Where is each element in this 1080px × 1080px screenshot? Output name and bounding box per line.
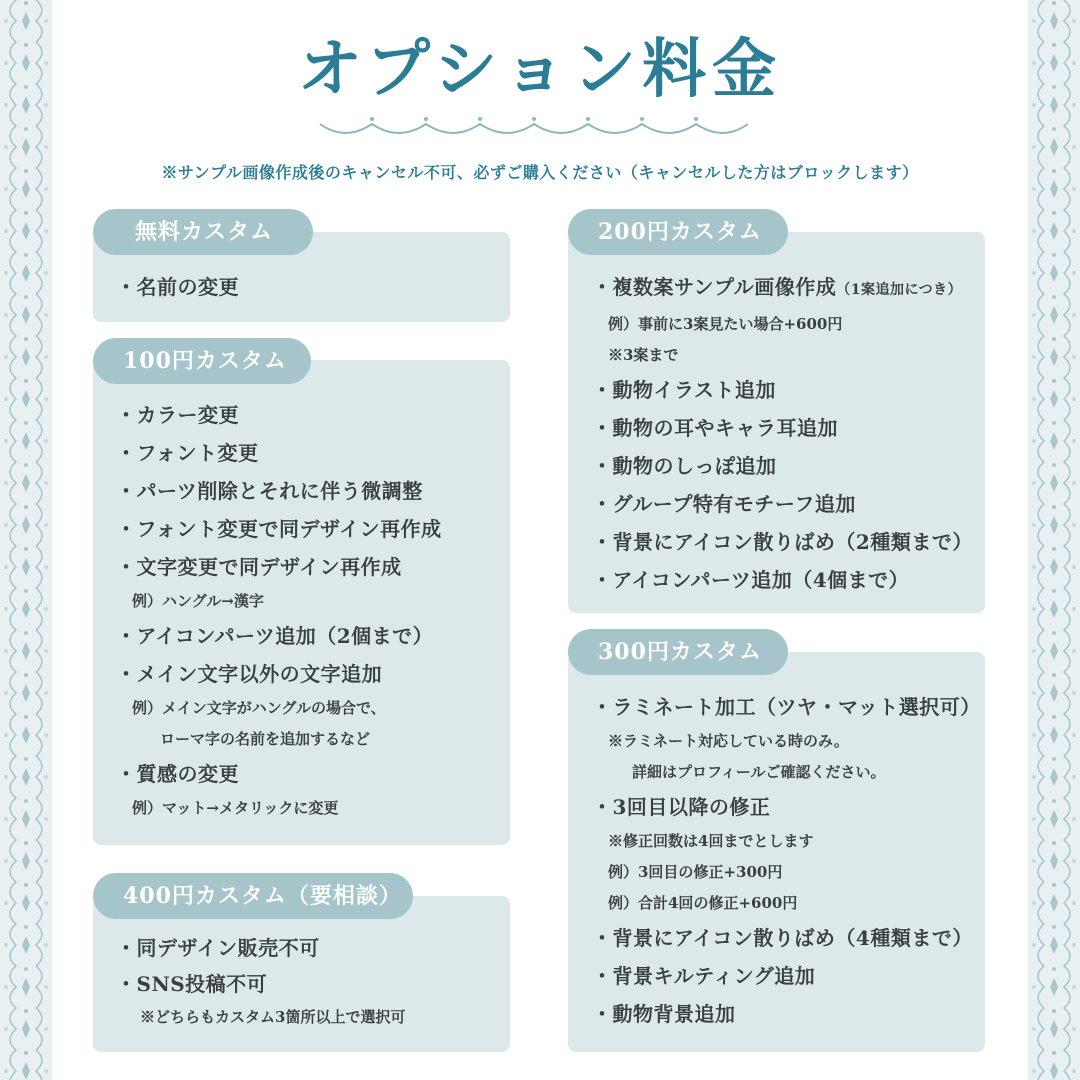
list-item: ・名前の変更	[116, 275, 239, 299]
list-item: ・パーツ削除とそれに伴う微調整	[116, 479, 423, 503]
list-note: ※どちらもカスタム3箇所以上で選択可	[140, 1008, 406, 1026]
cancellation-notice: ※サンプル画像作成後のキャンセル不可、必ずご購入ください（キャンセルした方はブロックします）	[161, 163, 919, 182]
list-note: ※ラミネート対応している時のみ。	[608, 732, 849, 750]
list-item: ・動物の耳やキャラ耳追加	[592, 416, 838, 440]
list-item: ・動物イラスト追加	[592, 378, 776, 402]
list-item: ・背景にアイコン散りばめ（2種類まで）	[592, 530, 973, 554]
yen300-list	[592, 688, 981, 1033]
wave-divider	[318, 114, 750, 144]
list-item: ・動物のしっぽ追加	[592, 454, 777, 478]
list-item: ・フォント変更	[116, 441, 259, 465]
list-note: 例）ハングル→漢字	[132, 592, 264, 610]
list-note: 例）合計4回の修正+600円	[608, 894, 798, 912]
list-item: ・メイン文字以外の文字追加	[116, 662, 383, 686]
yen100-list	[116, 396, 442, 824]
section-label-200: 200円カスタム	[568, 209, 788, 255]
list-item	[592, 268, 973, 309]
list-item: ・同デザイン販売不可	[116, 936, 320, 960]
list-note: 例）マット→メタリックに変更	[132, 799, 339, 817]
list-item: ・質感の変更	[116, 762, 239, 786]
list-item: ・文字変更で同デザイン再作成	[116, 555, 402, 579]
list-item: ・動物背景追加	[592, 1002, 736, 1026]
list-item: ・アイコンパーツ追加（4個まで）	[592, 568, 910, 592]
list-item: ・背景キルティング追加	[592, 964, 816, 988]
list-note: 例）メイン文字がハングルの場合で、	[132, 699, 386, 717]
list-note: ローマ字の名前を追加するなど	[160, 730, 371, 748]
section-label-free: 無料カスタム	[93, 209, 313, 255]
list-item: ・ラミネート加工（ツヤ・マット選択可）	[592, 695, 981, 719]
section-label-100: 100円カスタム	[93, 338, 311, 384]
page-title: オプション料金	[297, 32, 783, 107]
free-list	[116, 268, 239, 306]
section-label-300: 300円カスタム	[568, 629, 788, 675]
list-item-suffix: （1案追加につき）	[836, 282, 963, 298]
yen400-list	[116, 930, 405, 1033]
list-item: ・SNS投稿不可	[116, 972, 268, 996]
yen200-list	[592, 268, 973, 599]
list-item-text: ・複数案サンプル画像作成	[592, 275, 837, 299]
list-item: ・アイコンパーツ追加（2個まで）	[116, 624, 434, 648]
list-note: ※3案まで	[608, 346, 679, 364]
list-item: ・グループ特有モチーフ追加	[592, 492, 856, 516]
list-note: ※修正回数は4回までとします	[608, 832, 814, 850]
section-label-400: 400円カスタム（要相談）	[93, 873, 413, 919]
list-note: 例）事前に3案見たい場合+600円	[608, 315, 843, 333]
list-item: ・カラー変更	[116, 403, 239, 427]
list-item: ・3回目以降の修正	[592, 795, 771, 819]
list-item: ・背景にアイコン散りばめ（4種類まで）	[592, 926, 973, 950]
list-note: 詳細はプロフィールご確認ください。	[632, 763, 886, 781]
list-note: 例）3回目の修正+300円	[608, 863, 783, 881]
list-item: ・フォント変更で同デザイン再作成	[116, 517, 442, 541]
